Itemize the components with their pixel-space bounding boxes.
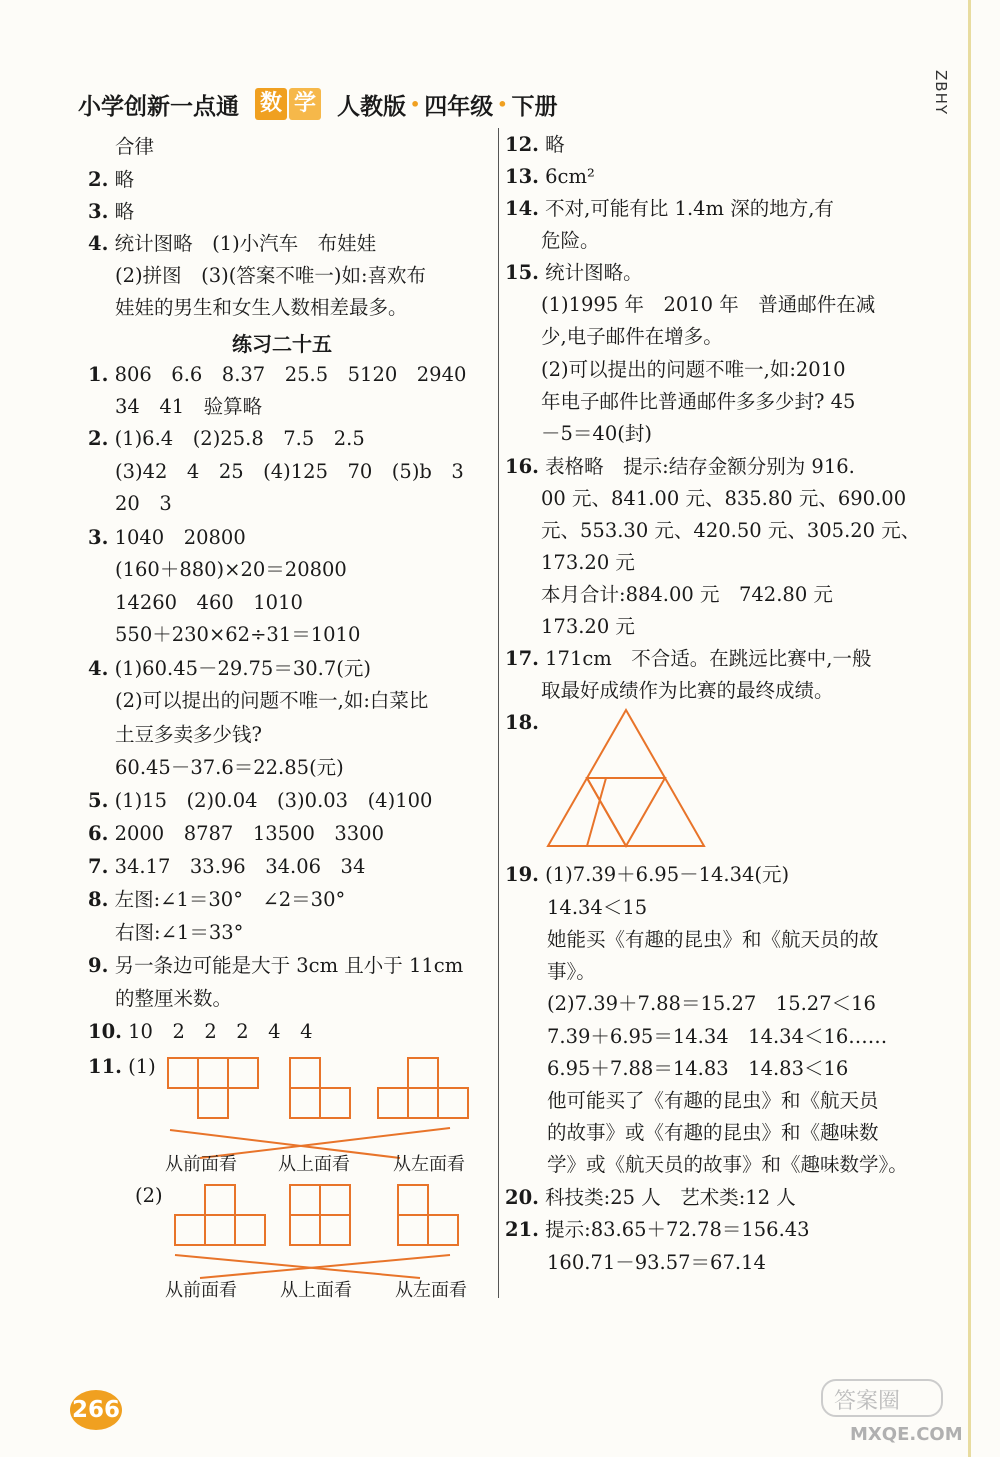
answer-line: 元、553.30 元、420.50 元、305.20 元、 — [541, 519, 921, 542]
answer-line: 18. — [505, 711, 539, 734]
answer-line: 14260 460 1010 — [115, 591, 303, 614]
page-header — [78, 86, 557, 122]
answer-line: 20 3 — [115, 492, 172, 515]
answer-line: 6.95＋7.88＝14.83 14.83＜16 — [547, 1057, 849, 1080]
section-title: 练习二十五 — [232, 332, 332, 356]
separator-dot: • — [497, 94, 508, 114]
page-edge-line — [968, 0, 971, 1457]
answer-line: 5. (1)15 (2)0.04 (3)0.03 (4)100 — [88, 789, 433, 812]
watermark-logo — [820, 1378, 990, 1448]
answer-line: 3. 略 — [88, 200, 135, 223]
watermark-text: 答案圈 — [834, 1389, 901, 1414]
answer-line: 的整厘米数。 — [115, 987, 233, 1010]
watermark-url: MXQE.COM — [850, 1424, 963, 1445]
answer-line: (2)拼图 (3)(答案不唯一)如:喜欢布 — [115, 264, 427, 287]
answer-line: 本月合计:884.00 元 742.80 元 — [541, 583, 833, 606]
answer-line: 的故事》或《有趣的昆虫》和《趣味数 — [547, 1121, 879, 1144]
subject-char-1: 数 — [255, 88, 287, 120]
book-title: 小学创新一点通 — [78, 93, 239, 120]
answer-line: 年电子邮件比普通邮件多多少封? 45 — [541, 390, 856, 413]
answer-line: 19. (1)7.39＋6.95－14.34(元) — [505, 863, 790, 886]
answer-line: 2. (1)6.4 (2)25.8 7.5 2.5 — [88, 427, 365, 450]
answer-line: 右图:∠1＝33° — [115, 921, 244, 944]
answer-line: 1. 806 6.6 8.37 25.5 5120 2940 — [88, 363, 467, 386]
answer-line: (160＋880)×20＝20800 — [115, 558, 347, 581]
answer-line: 7. 34.17 33.96 34.06 34 — [88, 855, 366, 878]
answer-line: 少,电子邮件在增多。 — [541, 325, 723, 348]
answer-line: 173.20 元 — [541, 551, 635, 574]
answer-line: 160.71－93.57＝67.14 — [547, 1251, 766, 1274]
answer-line: 3. 1040 20800 — [88, 526, 246, 549]
answer-line: 173.20 元 — [541, 615, 635, 638]
answer-line: 10. 10 2 2 2 4 4 — [88, 1020, 313, 1043]
answer-line: 12. 略 — [505, 133, 565, 156]
answer-line: 危险。 — [541, 229, 600, 252]
answer-line: 6. 2000 8787 13500 3300 — [88, 822, 384, 845]
answer-line: －5＝40(封) — [541, 422, 652, 445]
caption-left: 从左面看 — [393, 1154, 465, 1175]
answer-line: 13. 6cm² — [505, 165, 595, 188]
answer-line: 学》或《航天员的故事》和《趣味数学》。 — [547, 1153, 908, 1176]
caption-top: 从上面看 — [280, 1280, 352, 1301]
answer-line: 土豆多卖多少钱? — [115, 723, 262, 746]
answer-line: 4. 统计图略 (1)小汽车 布娃娃 — [88, 232, 377, 255]
answer-line: 14.34＜15 — [547, 896, 648, 919]
answer-line: (2)可以提出的问题不唯一,如:白菜比 — [115, 689, 429, 712]
answer-line: 娃娃的男生和女生人数相差最多。 — [115, 296, 408, 319]
figure-11-part2-label: (2) — [135, 1184, 163, 1207]
answer-line: 15. 统计图略。 — [505, 261, 643, 284]
answer-line: 00 元、841.00 元、835.80 元、690.00 — [541, 487, 907, 510]
edition: 人教版 — [337, 93, 406, 120]
caption-front: 从前面看 — [165, 1280, 237, 1301]
caption-front: 从前面看 — [165, 1154, 237, 1175]
answer-line: 11. (1) — [88, 1055, 156, 1078]
answer-line: 17. 171cm 不合适。在跳远比赛中,一般 — [505, 647, 872, 670]
figure-18-triangle — [540, 705, 720, 855]
answer-line: 21. 提示:83.65＋72.78＝156.43 — [505, 1218, 810, 1241]
column-divider — [498, 128, 499, 1298]
figure-11-part1 — [160, 1050, 480, 1150]
answer-line: 2. 略 — [88, 168, 135, 191]
caption-left: 从左面看 — [395, 1280, 467, 1301]
answer-line: (2)7.39＋7.88＝15.27 15.27＜16 — [547, 992, 876, 1015]
answer-line: 他可能买了《有趣的昆虫》和《航天员 — [547, 1089, 879, 1112]
page-number: 266 — [70, 1390, 122, 1430]
answer-line: 取最好成绩作为比赛的最终成绩。 — [541, 679, 834, 702]
subject-badge — [255, 88, 323, 120]
answer-line: (2)可以提出的问题不唯一,如:2010 — [541, 358, 846, 381]
volume: 下册 — [511, 93, 558, 120]
answer-line: 事》。 — [547, 960, 596, 983]
answer-line: (3)42 4 25 (4)125 70 (5)b 3 — [115, 460, 464, 483]
answer-line: 4. (1)60.45－29.75＝30.7(元) — [88, 657, 371, 680]
answer-line: 16. 表格略 提示:结存金额分别为 916. — [505, 455, 855, 478]
answer-line: 她能买《有趣的昆虫》和《航天员的故 — [547, 928, 879, 951]
figure-11-part2 — [170, 1180, 490, 1280]
subject-char-2: 学 — [289, 88, 321, 120]
answer-line: 60.45－37.6＝22.85(元) — [115, 756, 344, 779]
answer-line: 34 41 验算略 — [115, 395, 263, 418]
separator-dot: • — [410, 94, 421, 114]
answer-line: 14. 不对,可能有比 1.4m 深的地方,有 — [505, 197, 834, 220]
answer-line: 合律 — [115, 135, 155, 158]
caption-top: 从上面看 — [278, 1154, 350, 1175]
grade: 四年级 — [424, 93, 494, 120]
answer-line: 9. 另一条边可能是大于 3cm 且小于 11cm — [88, 954, 464, 977]
side-code: ZBHY — [932, 70, 950, 116]
answer-line: 20. 科技类:25 人 艺术类:12 人 — [505, 1186, 796, 1209]
answer-line: (1)1995 年 2010 年 普通邮件在减 — [541, 293, 876, 316]
answer-line: 8. 左图:∠1＝30° ∠2＝30° — [88, 888, 346, 911]
answer-line: 7.39＋6.95＝14.34 14.34＜16…… — [547, 1025, 888, 1048]
answer-line: 550＋230×62÷31＝1010 — [115, 623, 361, 646]
